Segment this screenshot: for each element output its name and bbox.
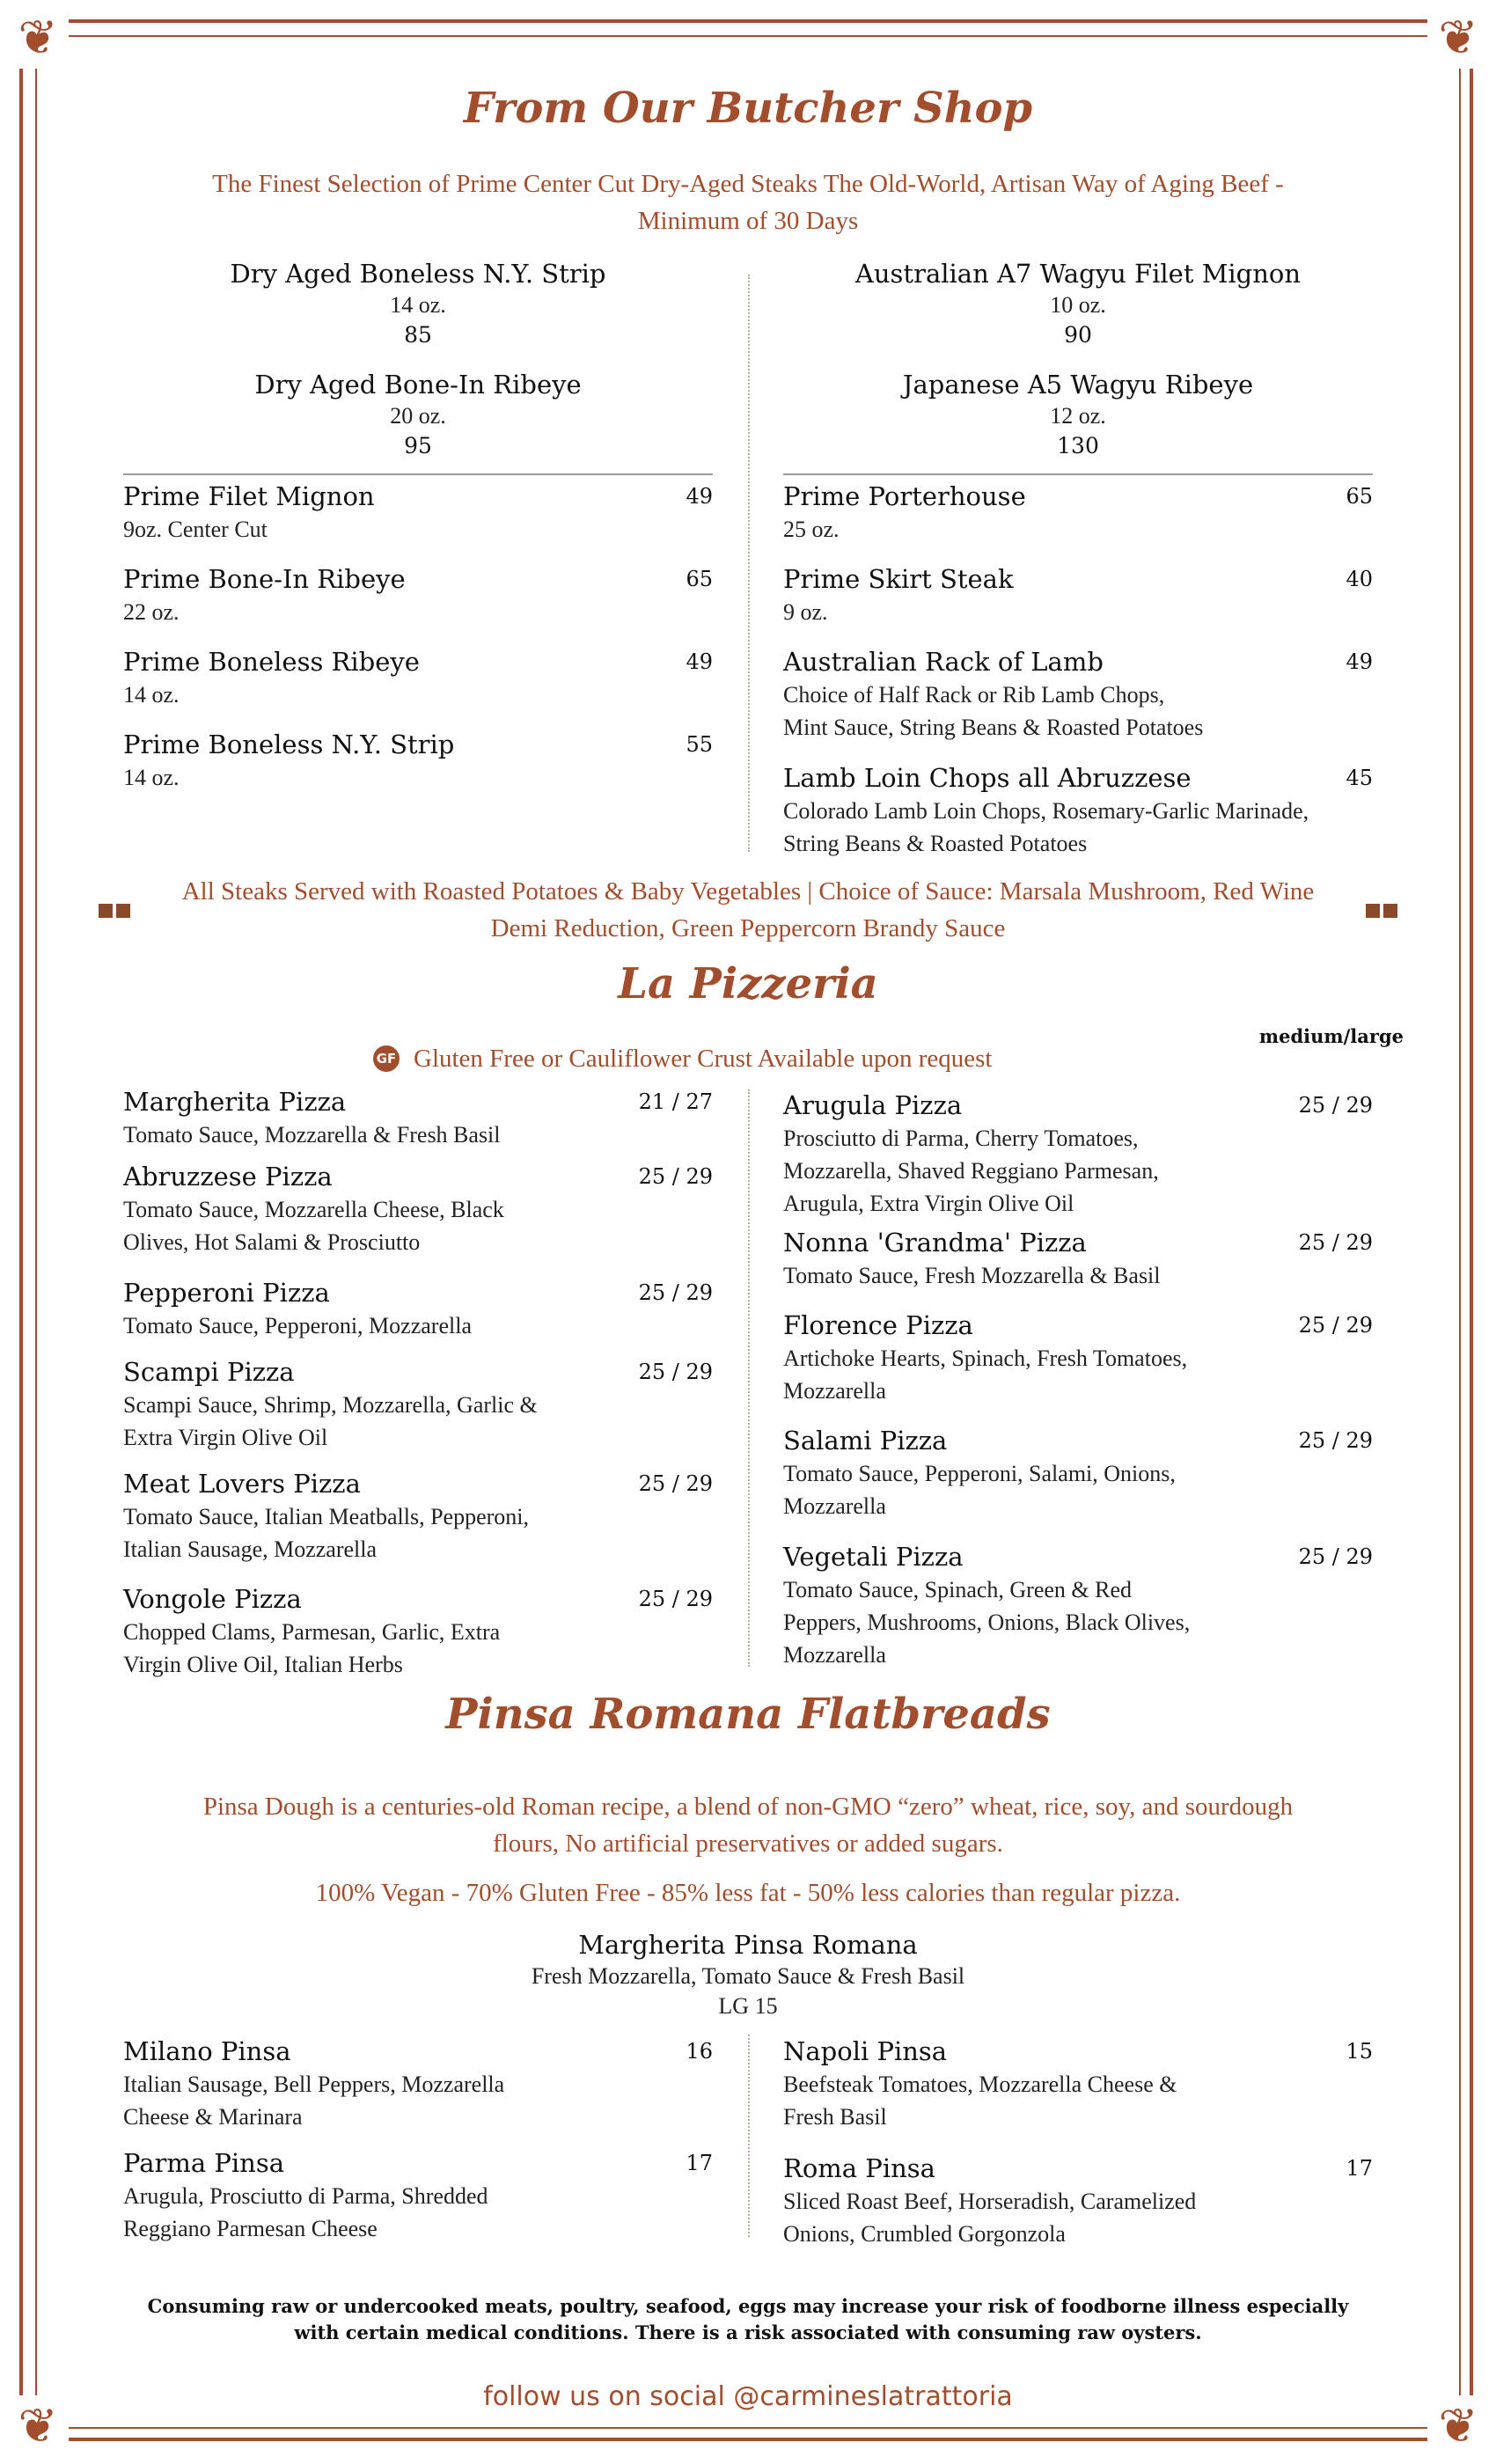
item-desc: Extra Virgin Olive Oil [123,1425,328,1450]
item-name: Prime Boneless N.Y. Strip [123,730,455,759]
item-desc: 25 oz. [783,517,840,542]
item-desc: 22 oz. [123,599,180,625]
item-price: 65 [686,567,713,591]
item-desc: Sliced Roast Beef, Horseradish, Caramelized [783,2189,1197,2214]
item-price: 17 [686,2151,713,2175]
item-price: 25 / 29 [638,1164,713,1189]
social-handle-link[interactable]: follow us on social @carmineslatrattoria [483,2381,1013,2412]
item-desc: Mozzarella [783,1378,886,1404]
featured-steak-price: 95 [404,433,432,458]
item-desc: Reggiano Parmesan Cheese [123,2216,378,2241]
item-price: 16 [686,2039,713,2064]
square-ornament [116,904,130,918]
menu-item [783,2152,1373,2250]
item-desc: Italian Sausage, Mozzarella [123,1536,378,1562]
item-name: Meat Lovers Pizza [123,1469,361,1499]
item-desc: Tomato Sauce, Pepperoni, Salami, Onions, [783,1461,1176,1486]
featured-steak-name: Japanese A5 Wagyu Ribeye [902,370,1254,400]
item-desc: Tomato Sauce, Pepperoni, Mozzarella [123,1313,472,1338]
item-price: 25 / 29 [638,1360,713,1384]
item-price: 15 [1346,2039,1373,2064]
menu-item [123,1160,713,1258]
item-desc: Tomato Sauce, Mozzarella Cheese, Black [123,1197,504,1222]
square-ornament [99,904,113,918]
item-desc: 14 oz. [123,765,180,790]
featured-steak [783,368,1373,461]
item-desc: Colorado Lamb Loin Chops, Rosemary-Garlic Marinade, [783,798,1309,824]
section-rule [123,473,713,475]
item-name: Prime Porterhouse [783,481,1026,511]
item-name: Prime Bone-In Ribeye [123,564,406,594]
pinsa-section-title: Pinsa Romana Flatbreads [445,1690,1051,1739]
item-price: 25 / 29 [1298,1544,1373,1569]
item-desc: Tomato Sauce, Spinach, Green & Red [783,1577,1133,1602]
steaks-served-with-note: All Steaks Served with Roasted Potatoes & Baby Vegetables | Choice of Sauce: Marsala Mushroom, Red Wine Demi Reduction, Green Peppercorn Brandy Sauce [181,877,1315,942]
pizzeria-section-title: La Pizzeria [618,959,878,1008]
item-price: 55 [686,732,713,757]
item-name: Abruzzese Pizza [123,1162,333,1192]
item-desc: Artichoke Hearts, Spinach, Fresh Tomatoes, [783,1346,1188,1371]
featured-steak-size: 12 oz. [1050,403,1106,429]
item-name: Margherita Pizza [123,1087,347,1117]
item-name: Arugula Pizza [783,1090,963,1120]
menu-item [123,1467,713,1566]
menu-item [783,1424,1373,1522]
featured-steak [123,368,713,461]
gluten-free-badge-icon: GF [373,1045,400,1072]
menu-item [783,1309,1373,1407]
item-name: Parma Pinsa [123,2148,285,2178]
item-name: Pepperoni Pizza [123,1278,330,1308]
item-price: 25 / 29 [638,1280,713,1305]
square-ornament [1366,904,1380,918]
food-safety-disclaimer: Consuming raw or undercooked meats, poultry, seafood, eggs may increase your risk of foodborne illness especially with certain medical conditions. There is a risk associated with consuming raw oysters. [147,2295,1349,2343]
menu-item [123,1355,713,1454]
menu-item [783,2035,1373,2133]
item-name: Prime Skirt Steak [783,564,1014,594]
item-desc: Tomato Sauce, Fresh Mozzarella & Basil [783,1263,1161,1288]
column-divider [748,275,750,852]
item-desc: Choice of Half Rack or Rib Lamb Chops, [783,682,1165,708]
item-desc: Cheese & Marinara [123,2104,303,2130]
menu-item [123,728,713,794]
menu-item [123,645,713,711]
item-price: 25 / 29 [1298,1230,1373,1255]
fleur-ornament-icon: ❦ [7,2395,69,2457]
item-price: 25 / 29 [638,1471,713,1496]
featured-steak-price: 85 [404,322,432,348]
item-desc: Peppers, Mushrooms, Onions, Black Olives, [783,1610,1191,1635]
fleur-ornament-icon: ❦ [1427,7,1489,69]
featured-steak-price: 90 [1064,322,1092,348]
item-desc: Mint Sauce, String Beans & Roasted Potatoes [783,715,1204,740]
pinsa-intro: Pinsa Dough is a centuries-old Roman recipe, a blend of non-GMO “zero” wheat, rice, soy, and sourdough flours, No artificial preservatives or added sugars. [202,1793,1294,1858]
item-desc: Virgin Olive Oil, Italian Herbs [123,1652,403,1677]
featured-steak-size: 20 oz. [390,403,446,429]
item-desc: Fresh Basil [783,2104,887,2130]
item-desc: Mozzarella [783,1642,886,1668]
column-divider [748,2035,750,2237]
butcher-tagline: The Finest Selection of Prime Center Cut Dry-Aged Steaks The Old-World, Artisan Way of Aging Beef - Minimum of 30 Days [212,170,1284,235]
item-name: Napoli Pinsa [783,2036,948,2066]
square-ornament [1383,904,1397,918]
item-price: 49 [686,484,713,509]
item-name: Vegetali Pizza [783,1542,964,1572]
item-desc: Mozzarella, Shaved Reggiano Parmesan, [783,1158,1159,1184]
menu-item [783,562,1373,628]
item-name: Milano Pinsa [123,2036,291,2066]
item-price: 25 / 29 [1298,1428,1373,1453]
item-price: 17 [1346,2156,1373,2181]
menu-item [123,1276,713,1342]
item-name: Vongole Pizza [123,1584,302,1614]
item-desc: Tomato Sauce, Italian Meatballs, Pepperoni, [123,1504,529,1529]
fleur-ornament-icon: ❦ [7,7,69,69]
item-desc: Arugula, Extra Virgin Olive Oil [783,1191,1074,1216]
item-price: 21 / 27 [638,1089,713,1114]
item-name: Lamb Loin Chops all Abruzzese [783,763,1192,793]
item-name: Roma Pinsa [783,2153,935,2183]
menu-item [783,480,1373,546]
menu-item [123,2035,713,2133]
item-desc: Scampi Sauce, Shrimp, Mozzarella, Garlic & [123,1392,538,1418]
featured-steak-name: Dry Aged Boneless N.Y. Strip [230,259,606,289]
item-desc: 14 oz. [123,682,180,708]
item-name: Prime Filet Mignon [123,481,375,511]
item-price: 65 [1346,484,1373,509]
fleur-ornament-icon: ❦ [1427,2395,1489,2457]
item-desc: String Beans & Roasted Potatoes [783,831,1088,856]
menu-item [783,761,1373,860]
butcher-section-title: From Our Butcher Shop [463,84,1033,133]
featured-steak [783,257,1373,350]
featured-pinsa-desc: Fresh Mozzarella, Tomato Sauce & Fresh Basil [531,1963,965,1989]
item-desc: Onions, Crumbled Gorgonzola [783,2221,1066,2247]
menu-item [123,1085,713,1151]
item-desc: Tomato Sauce, Mozzarella & Fresh Basil [123,1122,501,1148]
menu-item [123,562,713,628]
item-desc: 9oz. Center Cut [123,517,268,542]
featured-pinsa-price: LG 15 [718,1993,778,2019]
item-name: Florence Pizza [783,1310,973,1340]
pinsa-stats: 100% Vegan - 70% Gluten Free - 85% less fat - 50% less calories than regular pizza. [315,1879,1181,1907]
menu-item [123,2146,713,2245]
item-desc: Italian Sausage, Bell Peppers, Mozzarella [123,2072,505,2097]
item-price: 25 / 29 [1298,1313,1373,1338]
featured-steak-name: Dry Aged Bone-In Ribeye [254,370,582,400]
item-desc: Olives, Hot Salami & Prosciutto [123,1229,421,1255]
menu-item [783,1089,1373,1220]
item-price: 49 [1346,649,1373,674]
menu-item [123,1582,713,1681]
item-name: Prime Boneless Ribeye [123,647,420,677]
featured-steak-price: 130 [1057,433,1099,458]
item-desc: 9 oz. [783,599,828,625]
item-desc: Beefsteak Tomatoes, Mozzarella Cheese & [783,2072,1177,2097]
size-note: medium/large [1258,1025,1404,1047]
section-rule [783,473,1373,475]
item-name: Australian Rack of Lamb [783,647,1104,677]
featured-steak-name: Australian A7 Wagyu Filet Mignon [854,259,1302,289]
menu-item [783,1226,1373,1292]
item-desc: Prosciutto di Parma, Cherry Tomatoes, [783,1126,1139,1151]
item-price: 25 / 29 [638,1587,713,1611]
featured-steak-size: 14 oz. [390,292,446,318]
item-desc: Mozzarella [783,1493,886,1519]
menu-item [783,645,1373,744]
gluten-free-note: Gluten Free or Cauliflower Crust Available upon request [414,1045,993,1073]
item-name: Scampi Pizza [123,1357,295,1387]
item-price: 40 [1346,567,1373,591]
item-desc: Chopped Clams, Parmesan, Garlic, Extra [123,1619,501,1645]
item-name: Salami Pizza [783,1426,948,1456]
menu-item [123,480,713,546]
featured-steak [123,257,713,350]
item-price: 45 [1346,766,1373,790]
featured-steak-size: 10 oz. [1050,292,1106,318]
item-price: 25 / 29 [1298,1093,1373,1118]
featured-pinsa-name: Margherita Pinsa Romana [578,1930,918,1960]
item-desc: Arugula, Prosciutto di Parma, Shredded [123,2183,488,2209]
item-name: Nonna 'Grandma' Pizza [783,1228,1087,1258]
menu-item [783,1540,1373,1671]
featured-pinsa [396,1928,1100,2021]
column-divider [748,1089,750,1667]
item-price: 49 [686,649,713,674]
